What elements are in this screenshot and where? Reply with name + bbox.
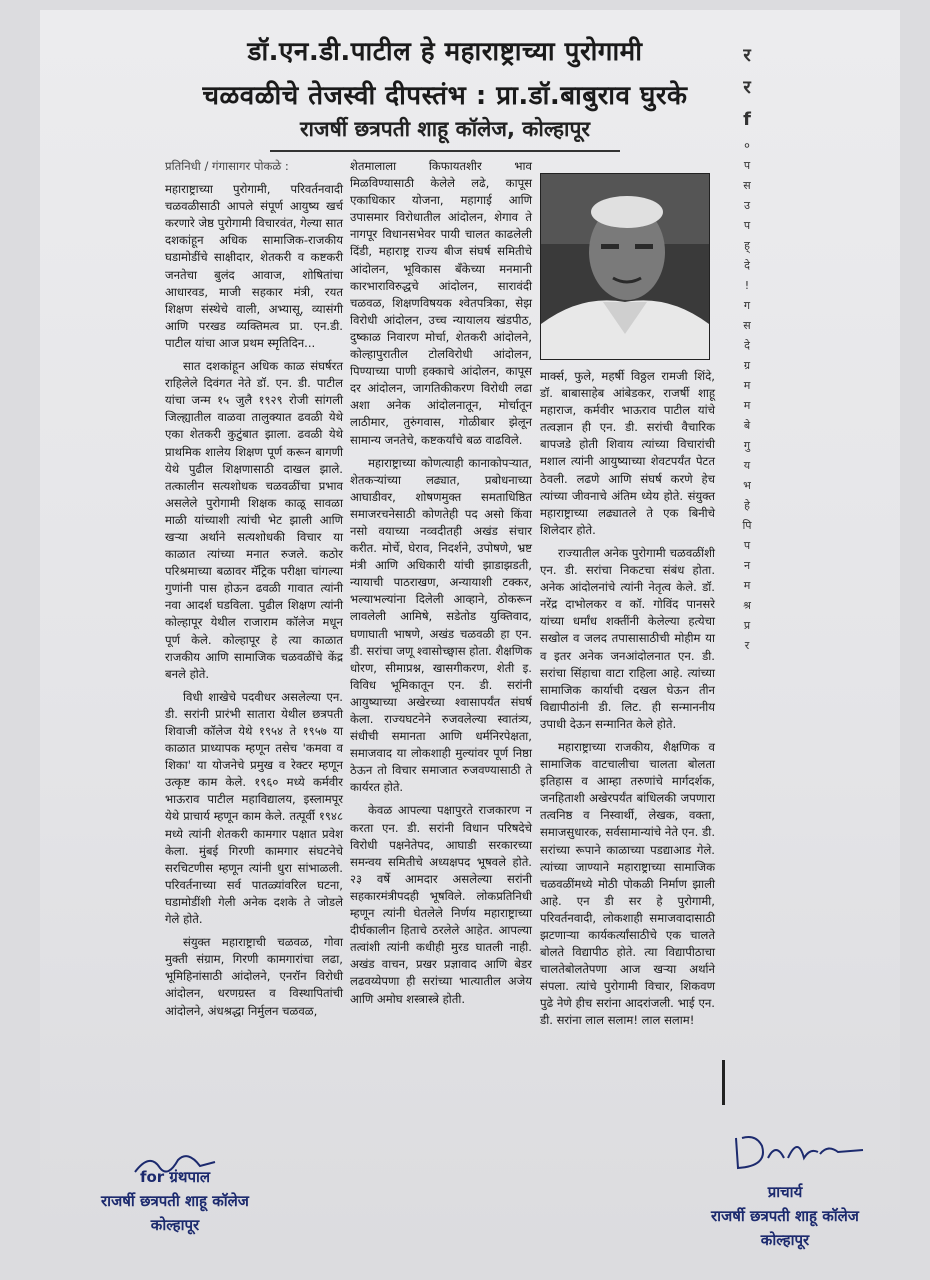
article-byline: प्रतिनिधी / गंगासागर पोकळे :	[165, 159, 289, 173]
headline-line-2: चळवळीचे तेजस्वी दीपस्तंभ : प्रा.डॉ.बाबुराव घुरके	[202, 81, 688, 111]
paragraph: राज्यातील अनेक पुरोगामी चळवळींशी एन. डी. सरांचा निकटचा संबंध होता. अनेक आंदोलनांचे त्यांनी नेतृत्व केले. डॉ. नरेंद्र दाभोलकर व कॉ. गोविंद पानसरे यांच्या धर्मांध शक्तींनी केलेल्या हत्येचा सखोल व जलद तपासासाठीची मोहीम या व इतर अनेक जनआंदोलनात एन. डी. सरांचा सिंहाचा वाटा राहिला आहे. त्यांच्या सामाजिक कार्याची दखल घेऊन तीन विद्यापीठांनी डी. लिट. ही सन्माननीय उपाधी देऊन सन्मानित केले होते.	[540, 545, 715, 731]
paragraph: महाराष्ट्राच्या कोणत्याही कानाकोपऱ्यात, शेतकऱ्यांच्या लढ्यात, प्रबोधनाच्या आघाडीवर, शोषणमुक्त समताधिष्ठित समाजरचनेसाठी कोणतेही पद असो किंवा नसो वयाच्या नव्वदीतही अखंड संचार करीत. मोर्चे, घेराव, निदर्शने, उपोषणे, भ्रष्ट मंत्री आणि अधिकारी यांची झाडाझडती, न्यायाची पाठराखण, अन्यायाशी टक्कर, भल्याभल्यांना दिलेली आव्हाने, ठोकरून लावलेली आमिषे, सडेतोड युक्तिवाद, घणाघाती भाषणे, अखंड चळवळी हा एन. डी. सरांचा जणू श्वासोच्छ्वास होता. शैक्षणिक धोरण, सीमाप्रश्न, खासगीकरण, शेती इ. विविध भूमिकातून एन. डी. सरांनी आयुष्याच्या अखेरच्या श्वासापर्यंत संघर्ष केला. राज्यघटनेने रुजवलेल्या स्वातंत्र्य, संधीची समानता आणि धर्मनिरपेक्षता, समाजवाद या लोकशाही मुल्यांवर पूर्ण निष्ठा ठेऊन तो विचार समाजात रुजवण्यासाठी ते कार्यरत होते.	[350, 455, 532, 795]
margin-glyph: उ	[743, 199, 751, 212]
margin-glyph: र	[743, 45, 751, 66]
article-column-3	[540, 368, 715, 1036]
stamp-city: कोल्हापूर	[760, 1231, 810, 1249]
paragraph: सात दशकांहून अधिक काळ संघर्षरत राहिलेले दिवंगत नेते डॉ. एन. डी. पाटील यांचा जन्म १५ जुलै १९२९ रोजी सांगली जिल्ह्यातील वाळवा तालुक्यात ढवळी येथे एका शेतकरी कुटुंबात झाला. ढवळी येथे प्राथमिक शालेय शिक्षण पूर्ण करून बागणी येथे पुढील शिक्षणासाठी दाखल झाले. तत्कालीन सत्यशोधक चळवळींचा प्रभाव असलेले पुरोगामी शिक्षक काळू सावळा माळी यांच्याशी त्यांची भेट झाली आणि खऱ्या अर्थाने सत्यशोधकी विचार या काळात त्यांच्या मनात रुजले. कठोर परिश्रमाच्या बळावर मॅट्रिक परीक्षा चांगल्या गुणांनी पास होऊन ढवळी गावात त्यांनी नवा आदर्श घडविला. पुढील शिक्षण त्यांनी कोल्हापूर येथील राजाराम कॉलेज मधून पूर्ण केले. कोल्हापूर हे त्या काळात राजकीय आणि सामाजिक चळवळींचे केंद्र बनले होते.	[165, 359, 343, 681]
margin-glyph: स	[743, 319, 751, 332]
paragraph: मार्क्स, फुले, महर्षी विठ्ठल रामजी शिंदे, डॉ. बाबासाहेब आंबेडकर, राजर्षी शाहू महाराज, कर्मवीर भाऊराव पाटील यांचे तत्वज्ञान ही एन. डी. सरांची वैचारिक बापजडे होती शिवाय त्यांच्या विचारांची मशाल त्यांनी आयुष्याच्या शेवटपर्यंत पेटत ठेवली. लढणे आणि संघर्ष करणे हेच त्यांच्या जीवनाचे अंतिम ध्येय होते. संयुक्त महाराष्ट्राच्या लढ्यातले ते एक बिनीचे शिलेदार होते.	[540, 369, 715, 537]
margin-glyph: !	[744, 279, 750, 292]
margin-glyph: न	[743, 559, 751, 572]
article-column-1	[165, 158, 343, 1026]
paragraph: महाराष्ट्राच्या राजकीय, शैक्षणिक व सामाजिक वाटचालीचा चालता बोलता इतिहास व आम्हा तरुणांचे मार्गदर्शक, जनहिताशी अखेरपर्यंत बांधिलकी जपणारा तत्वनिष्ठ व निस्वार्थी, लेखक, वक्ता, समाजसुधारक, सर्वसामान्यांचे नेते एन. डी. सरांच्या रूपाने काळाच्या पडद्याआड गेले. त्यांच्या जाण्याने महाराष्ट्राच्या सामाजिक चळवळींमध्ये मोठी पोकळी निर्माण झाली आहे. एन डी सर हे पुरोगामी, परिवर्तनवादी, लोकशाही समाजवादासाठी झटणाऱ्या कार्यकर्त्यांसाठीचे एक चालते बोलते विद्यापीठ होते. त्या विद्यापीठाचा चालतेबोलतेपणा आज खऱ्या अर्थाने संपला. त्यांचे पुरोगामी विचार, शिकवण पुढे नेणे हीच सरांना आदरांजली. भाई एन. डी. सरांना लाल सलाम! लाल सलाम!	[540, 739, 715, 1028]
article-column-2	[350, 158, 532, 1014]
headline-line-1: डॉ.एन.डी.पाटील हे महाराष्ट्राच्या पुरोगामी	[247, 37, 643, 67]
paragraph: महाराष्ट्राच्या पुरोगामी, परिवर्तनवादी चळवळीसाठी आपले संपूर्ण आयुष्य खर्च करणारे जेष्ठ पुरोगामी विचारवंत, गेल्या सात दशकांहून अधिक सामाजिक-राजकीय घडामोडींचे साक्षीदार, शेतकरी व कष्टकरी जनतेचा बुलंद आवाज, शोषितांचा आधारवड, माजी सहकार मंत्री, रयत शिक्षण संस्थेचे वाली, अभ्यासू, व्यासंगी आणि परखड व्यक्तिमत्व प्रा. एन.डी. पाटील यांचा आज प्रथम स्मृतिदिन...	[165, 182, 343, 350]
margin-glyph: दे	[744, 259, 750, 272]
stamp-college: राजर्षी छत्रपती शाहू कॉलेज	[101, 1192, 249, 1210]
column-rule	[722, 1060, 725, 1105]
margin-glyph: स	[743, 179, 751, 192]
margin-glyph: प	[743, 159, 751, 172]
paragraph: शेतमालाला किफायतशीर भाव मिळविण्यासाठी केलेले लढे, कापूस एकाधिकार योजना, महागाई आणि उपासमार विरोधातील आंदोलन, शेगाव ते नागपूर विधानसभेवर पायी चालत काढलेली दिंडी, महाराष्ट्र राज्य बीज संघर्ष समितीचे आंदोलन, भूविकास बँकेच्या मनमानी कारभाराविरुद्धचे आंदोलन, सारावंदी चळवळ, शिक्षणविषयक श्वेतपत्रिका, सेझ विरोधी आंदोलन, उच्च न्यायालय खंडपीठ, दुष्काळ निवारण मोर्चा, शेतकरी आंदोलने, कोल्हापुरातील टोलविरोधी आंदोलन, पिण्याच्या पाणी हक्काचे आंदोलन, कापूस दर आंदोलन, जागतिकीकरण विरोधी लढा अशा अनेक आंदोलनातून, मोर्चातून लाठीमार, तुरुंगवास, गोळीबार झेलून सामान्य जनतेचे, कष्टकर्यांचे बळ वाढविले.	[350, 159, 532, 447]
margin-glyph: प	[743, 539, 751, 552]
margin-glyph: गु	[743, 439, 751, 452]
margin-glyph: ग्र	[743, 359, 751, 372]
principal-signature	[728, 1128, 868, 1178]
margin-glyph: य	[743, 459, 751, 472]
article-headline	[150, 30, 740, 118]
margin-glyph: र	[744, 639, 750, 652]
principal-stamp	[665, 1180, 905, 1252]
margin-glyph: श्र	[743, 599, 751, 612]
stamp-college: राजर्षी छत्रपती शाहू कॉलेज	[711, 1207, 859, 1225]
margin-glyph: बे	[743, 419, 751, 432]
paragraph: विधी शाखेचे पदवीधर असलेल्या एन. डी. सरांनी प्रारंभी सातारा येथील छत्रपती शिवाजी कॉलेज येथे १९५४ ते १९५७ या काळात प्राध्यापक म्हणून तसेच 'कमवा व शिका' या योजनेचे प्रमुख व रेक्टर म्हणून उत्कृष्ट काम केले. १९६० मध्ये कर्मवीर भाऊराव पाटील महाविद्यालय, इस्लामपूर येथे प्राचार्य म्हणून काम केले. तत्पूर्वी १९४८ मध्ये त्यांनी शेतकरी कामगार पक्षात प्रवेश केला. मुंबई गिरणी कामगार संघटनेचे सरचिटणीस म्हणून त्यांनी धुरा सांभाळली. परिवर्तनाच्या सर्व पातळ्यांवरिल घटना, घडामोडींशी गेली अनेक दशके ते जोडले गेले होते.	[165, 689, 343, 927]
margin-glyph: f	[743, 109, 751, 130]
margin-glyph: भ	[743, 479, 751, 492]
margin-glyph: प	[743, 219, 751, 232]
subheading-underline	[270, 150, 620, 152]
margin-glyph: ग	[743, 299, 751, 312]
stamp-city: कोल्हापूर	[150, 1216, 200, 1234]
margin-glyph: पि	[742, 519, 752, 532]
margin-glyph: दे	[744, 339, 750, 352]
stamp-title: for ग्रंथपाल	[139, 1168, 211, 1186]
margin-glyph: ०	[744, 139, 750, 152]
paragraph: केवळ आपल्या पक्षापुरते राजकारण न करता एन. डी. सरांनी विधान परिषदेचे विरोधी पक्षनेतेपद, आघाडी सरकारच्या समन्वय समितीचे अध्यक्षपद भूषवले होते. २३ वर्षे आमदार असलेल्या सरांनी सहकारमंत्रीपदही भूषविले. लोकप्रतिनिधी म्हणून त्यांनी घेतलेले निर्णय महाराष्ट्राच्या दीर्घकालीन हिताचे ठरलेले आहेत. आपल्या तत्वांशी त्यांनी कधीही मुरड घातली नाही. अखंड वाचन, प्रखर प्रज्ञावाद आणि बेडर लढवय्येपणा ही सरांच्या भात्यातील अजेय आणि अमोघ शस्त्रास्त्रे होती.	[350, 803, 532, 1006]
margin-glyph: म	[743, 399, 751, 412]
margin-glyph: प्र	[743, 619, 751, 632]
margin-glyph: हे	[744, 499, 750, 512]
margin-glyph: म	[743, 579, 751, 592]
paragraph: संयुक्त महाराष्ट्राची चळवळ, गोवा मुक्ती संग्राम, गिरणी कामगारांचा लढा, भूमिहिनांसाठी आंदोलने, एनरॉन विरोधी आंदोलन, धरणग्रस्त व विस्थापितांची आंदोलने, अंधश्रद्धा निर्मुलन चळवळ,	[165, 935, 343, 1018]
portrait-photo	[540, 173, 710, 360]
adjacent-article-strip	[740, 40, 754, 656]
margin-glyph: ह्	[744, 239, 750, 252]
margin-glyph: म	[743, 379, 751, 392]
margin-glyph: र	[743, 77, 751, 98]
stamp-title: प्राचार्य	[767, 1183, 803, 1201]
article-subheading: राजर्षी छत्रपती शाहू कॉलेज, कोल्हापूर	[299, 117, 591, 141]
librarian-stamp	[40, 1165, 310, 1237]
